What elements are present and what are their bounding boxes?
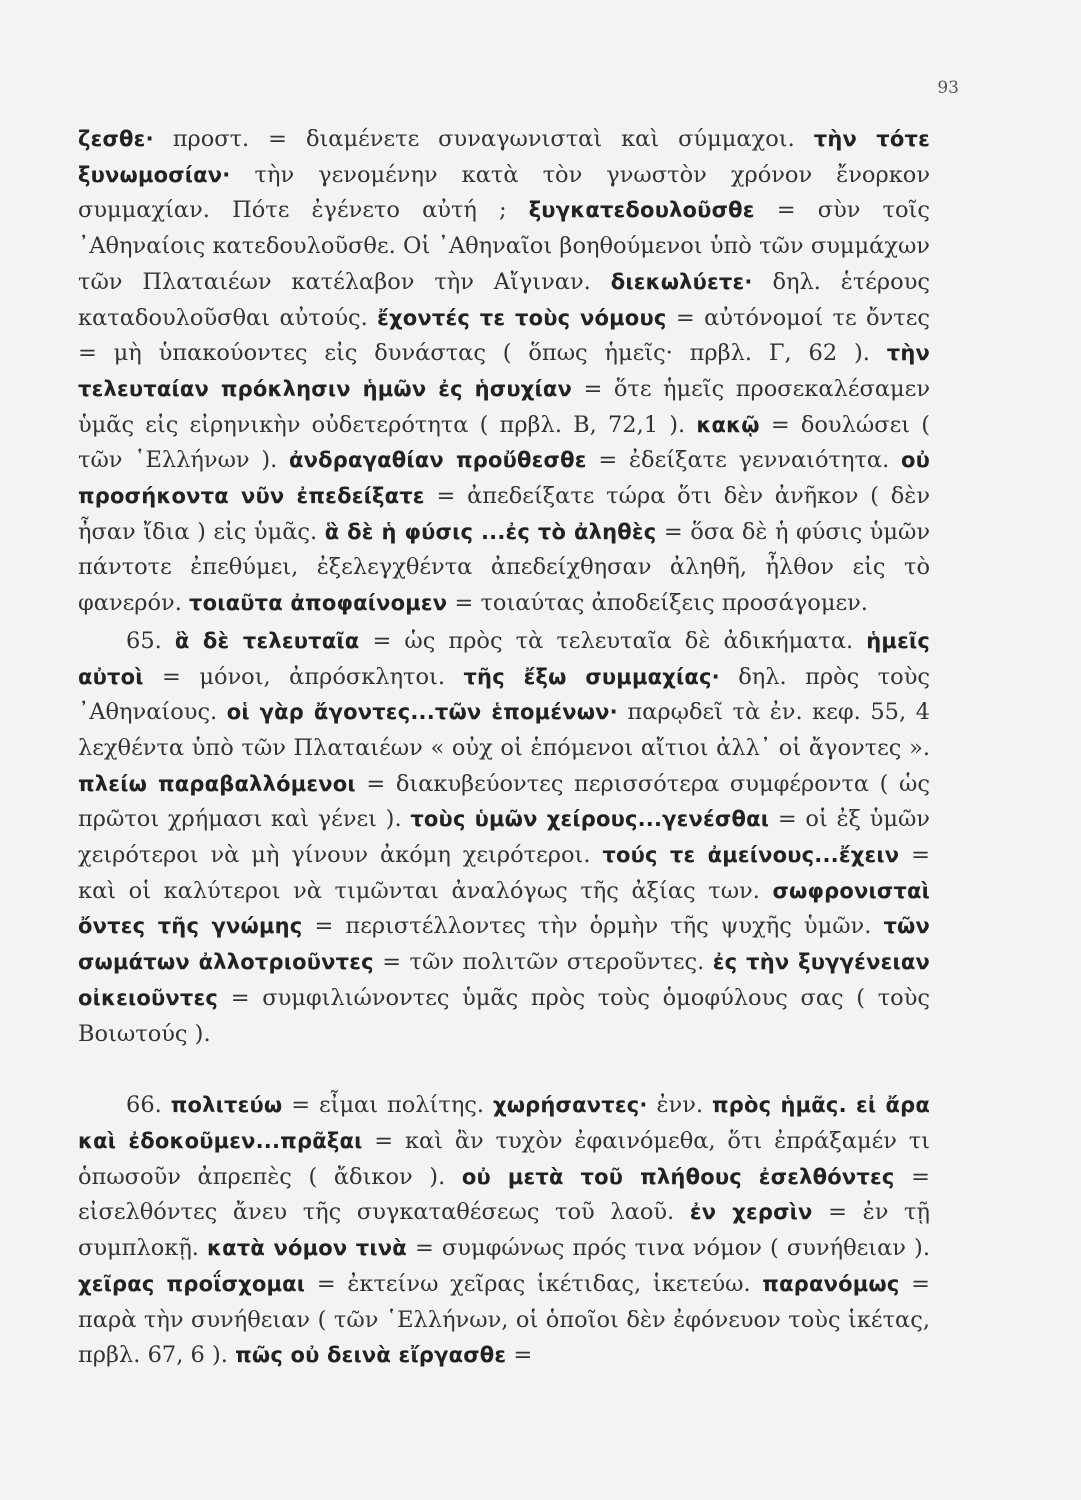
gloss-text: = τῶν πολιτῶν στεροῦντες. [373, 949, 713, 976]
lemma-term: ἐν χερσὶν [689, 1200, 813, 1225]
lemma-term: οὐ προσήκοντα νῦν ἐπεδείξατε [78, 448, 930, 509]
paragraph [78, 122, 930, 622]
lemma-term: τὴν τελευταίαν πρόκλησιν ἡμῶν ἐς ἡσυχίαν [78, 341, 930, 401]
gloss-text: = ὅσα δὲ ἡ φύσις ὑμῶν πάντοτε ἐπεθύμει, ἐξελεγχθέντα ἀπεδείχθησαν ἀληθῆ, ἦλθον εἰς τὸ φανερόν. [78, 518, 930, 617]
gloss-text: = συμφιλιώνοντες ὑμᾶς πρὸς τοὺς ὁμοφύλους σας ( τοὺς Βοιωτούς ). [78, 984, 930, 1047]
gloss-text: = συμφώνως πρός τινα νόμον ( συνήθειαν ). [406, 1235, 930, 1262]
gloss-text: = οἱ ἐξ ὑμῶν χειρότεροι νὰ μὴ γίνουν ἀκόμη χειρότεροι. [78, 806, 930, 869]
gloss-text: = περιστέλλοντες τὴν ὁρμὴν τῆς ψυχῆς ὑμῶν. [302, 913, 884, 940]
gloss-text: = ὡς πρὸς τὰ τελευταῖα δὲ ἀδικήματα. [359, 627, 867, 654]
lemma-term: ξυγκατεδουλοῦσθε [528, 198, 755, 223]
gloss-text: = [506, 1342, 533, 1369]
lemma-term: κατὰ νόμον τινὰ [207, 1236, 407, 1261]
gloss-text: = ἐδείξατε γενναιότητα. [586, 447, 901, 474]
lemma-term: διεκωλύετε· [610, 269, 753, 294]
paragraph [78, 1088, 930, 1374]
lemma-term: τῆς ἔξω συμμαχίας· [463, 664, 720, 689]
gloss-text: = τοιαύτας ἀποδείξεις προσάγομεν. [447, 590, 868, 617]
page-number: 93 [937, 78, 959, 98]
gloss-text: = δουλώσει ( τῶν ῾Ελλήνων ). [78, 411, 930, 474]
gloss-text: = ἐν τῇ συμπλοκῇ. [78, 1199, 930, 1262]
lemma-term: ἐς τὴν ξυγγένειαν οἰκειοῦντες [78, 950, 930, 1010]
lemma-term: παρανόμως [762, 1271, 900, 1296]
lemma-term: ἔχοντές τε τοὺς νόμους [377, 305, 667, 330]
lemma-term: ἃ δὲ τελευταῖα [174, 628, 360, 653]
gloss-text: = εἶμαι πολίτης. [282, 1092, 493, 1119]
gloss-text: 66. [126, 1092, 171, 1119]
gloss-text: = ἐκτείνω χεῖρας ἱκέτιδας, ἱκετεύω. [305, 1270, 763, 1297]
lemma-term: χωρήσαντες· [492, 1093, 648, 1118]
gloss-text: = μόνοι, ἀπρόσκλητοι. [143, 663, 464, 690]
lemma-term: τοὺς ὑμῶν χείρους...γενέσθαι [410, 807, 770, 832]
lemma-term: ἃ δὲ ἡ φύσις ...ἐς τὸ ἀληθὲς [324, 519, 657, 544]
lemma-term: ζεσθε· [78, 127, 154, 151]
gloss-text: = καὶ οἱ καλύτεροι νὰ τιμῶνται ἀναλόγως τῆς ἀξίας των. [78, 842, 930, 904]
gloss-text: προστ. = διαμένετε συναγωνισταὶ καὶ σύμμαχοι. [153, 126, 814, 152]
commentary-text [78, 122, 930, 1374]
lemma-term: τούς τε ἀμείνους...ἔχειν [602, 843, 900, 868]
lemma-term: τοιαῦτα ἀποφαίνομεν [189, 591, 448, 616]
gloss-text: δηλ. ἑτέρους καταδουλοῦσθαι αὐτούς. [78, 268, 930, 331]
gloss-text: = αὐτόνομοί τε ὄντες = μὴ ὑπακούοντες εἰς δυνάστας ( ὅπως ἡμεῖς· πρβλ. Γ, 62 ). [78, 304, 930, 367]
gloss-text: = σὺν τοῖς ᾿Αθηναίοις κατεδουλοῦσθε. Οἱ ᾿Αθηναῖοι βοηθούμενοι ὑπὸ τῶν συμμάχων τῶν Πλαταιέων κατέλαβον τὴν Αἴγιναν. [78, 197, 930, 295]
gloss-text: τὴν γενομένην κατὰ τὸν γνωστὸν χρόνον ἔνορκον συμμαχίαν. Πότε ἐγένετο αὐτή ; [78, 161, 930, 224]
gloss-text: = παρὰ τὴν συνήθειαν ( τῶν ῾Ελλήνων, οἱ ὁποῖοι δὲν ἐφόνευον τοὺς ἱκέτας, πρβλ. 67, 6 ). [78, 1270, 930, 1369]
gloss-text: = εἰσελθόντες ἄνευ τῆς συγκαταθέσεως τοῦ λαοῦ. [78, 1163, 931, 1226]
lemma-term: οὐ μετὰ τοῦ πλήθους ἐσελθόντες [461, 1164, 895, 1189]
gloss-text: παρῳδεῖ τὰ ἐν. κεφ. 55, 4 λεχθέντα ὑπὸ τῶν Πλαταιέων « οὐχ οἱ ἑπόμενοι αἴτιοι ἀλλ᾿ οἱ ἄγοντες ». [78, 699, 930, 761]
lemma-term: ἀνδραγαθίαν προὔθεσθε [289, 448, 587, 473]
lemma-term: τῶν σωμάτων ἀλλοτριοῦντες [78, 914, 930, 975]
lemma-term: ἡμεῖς αὐτοὶ [78, 628, 931, 689]
paragraph [78, 624, 930, 1052]
gloss-text: ἐνν. [647, 1092, 712, 1119]
lemma-term: τὴν τότε ξυνωμοσίαν· [78, 127, 930, 187]
gloss-text: δηλ. πρὸς τοὺς ᾿Αθηναίους. [78, 663, 930, 726]
gloss-text: = διακυβεύοντες περισσότερα συμφέροντα ( ὡς πρῶτοι χρήμασι καὶ γένει ). [78, 770, 931, 833]
lemma-term: πρὸς ἡμᾶς. εἰ ἄρα καὶ ἐδοκοῦμεν...πρᾶξαι [78, 1093, 931, 1153]
gloss-text: = ἀπεδείξατε τώρα ὅτι δὲν ἀνῆκον ( δὲν ἦσαν ἴδια ) εἰς ὑμᾶς. [78, 483, 931, 545]
gloss-text: 65. [126, 627, 175, 654]
lemma-term: χεῖρας προΐσχομαι [78, 1271, 306, 1296]
lemma-term: πολιτεύω [170, 1093, 283, 1118]
lemma-term: οἱ γὰρ ἄγοντες...τῶν ἑπομένων· [226, 700, 618, 725]
lemma-term: σωφρονισταὶ ὄντες τῆς γνώμης [78, 878, 930, 939]
gloss-text: = καὶ ἂν τυχὸν ἐφαινόμεθα, ὅτι ἐπράξαμέν τι ὁπωσοῦν ἀπρεπὲς ( ἄδικον ). [78, 1127, 930, 1190]
lemma-term: πλείω παραβαλλόμενοι [78, 771, 356, 796]
lemma-term: πῶς οὐ δεινὰ εἴργασθε [235, 1343, 507, 1368]
gloss-text: = ὅτε ἡμεῖς προσεκαλέσαμεν ὑμᾶς εἰς εἰρηνικὴν οὐδετερότητα ( πρβλ. Β, 72,1 ). [78, 375, 930, 438]
lemma-term: κακῷ [696, 412, 760, 437]
